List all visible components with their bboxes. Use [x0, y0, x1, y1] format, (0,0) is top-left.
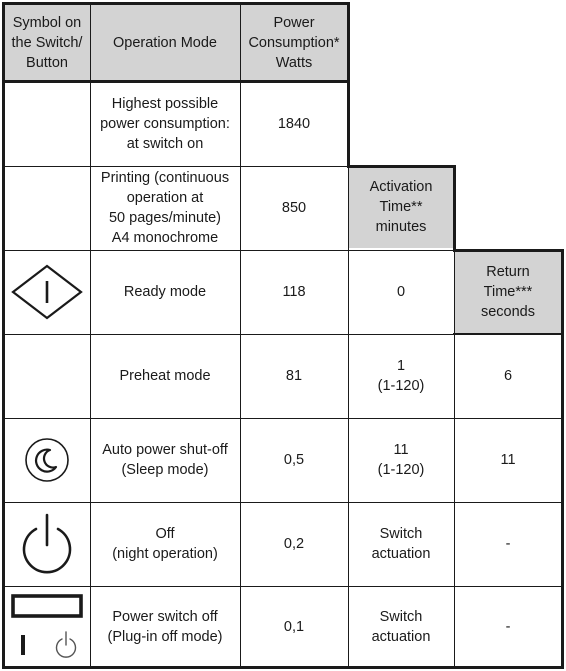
table-row-4-mode: Auto power shut-off (Sleep mode)	[102, 442, 228, 478]
grid-line	[4, 418, 562, 419]
table-row-4-power: 0,5	[283, 452, 305, 468]
header-underline	[2, 80, 350, 83]
border-step	[453, 249, 564, 252]
table-row-6-power: 0,1	[283, 618, 305, 635]
header-operation-mode: Operation Mode	[90, 4, 240, 82]
grid-line	[4, 586, 562, 587]
power-switch-off-icon	[7, 592, 87, 662]
table-row-1-mode: Printing (continuous operation at 50 pages/minute) A4 monochrome	[100, 170, 230, 246]
border-left	[2, 2, 5, 669]
table-row-6-symbol	[4, 586, 90, 667]
table-row-6-mode: Power switch off (Plug-in off mode)	[107, 608, 223, 645]
border-step	[453, 165, 456, 252]
power-standby-icon	[17, 511, 77, 577]
border-top	[2, 2, 350, 5]
grid-line	[4, 250, 454, 251]
table-row-5-power: 0,2	[283, 536, 305, 552]
header-underline	[453, 333, 564, 335]
table-row-5-symbol	[4, 502, 90, 586]
table-row-5-activation: Switch actuation	[371, 526, 431, 562]
table-row-6-activation: Switch actuation	[371, 608, 431, 645]
table-row-4-activation: 11 (1-120)	[377, 442, 425, 478]
table-row-2-symbol	[4, 250, 90, 334]
table-row-4-symbol	[4, 418, 90, 502]
table-row-0-power: 1840	[277, 116, 311, 132]
border-step	[347, 2, 350, 168]
table-row-6-return: -	[505, 618, 511, 635]
table-row-0-mode: Highest possible power consumption: at switch on	[100, 96, 230, 152]
ready-mode-icon	[11, 264, 83, 320]
border-step	[347, 165, 456, 168]
border-right	[561, 249, 564, 669]
table-row-5-return: -	[505, 536, 511, 552]
header-activation-time: Activation Time** minutes	[348, 166, 454, 248]
table-row-3-return: 6	[503, 368, 513, 384]
grid-line	[90, 4, 91, 667]
grid-line	[240, 4, 241, 667]
border-bottom	[2, 666, 564, 669]
table-row-3-activation: 1 (1-120)	[377, 358, 425, 394]
sleep-moon-icon	[23, 436, 71, 484]
table-row-1-power: 850	[281, 200, 307, 216]
table-row-3-mode: Preheat mode	[119, 368, 211, 384]
grid-line	[4, 502, 562, 503]
header-power-consumption: Power Consumption* Watts	[240, 4, 348, 82]
header-return-time: Return Time*** seconds	[454, 250, 562, 334]
table-row-3-power: 81	[285, 368, 303, 384]
grid-line	[4, 166, 348, 167]
table-row-2-mode: Ready mode	[123, 284, 207, 300]
table-row-2-activation: 0	[396, 284, 406, 300]
table-row-4-return: 11	[500, 452, 516, 468]
table-row-2-power: 118	[282, 284, 306, 300]
header-symbol: Symbol on the Switch/ Button	[4, 4, 90, 82]
table-row-5-mode: Off (night operation)	[112, 526, 218, 562]
